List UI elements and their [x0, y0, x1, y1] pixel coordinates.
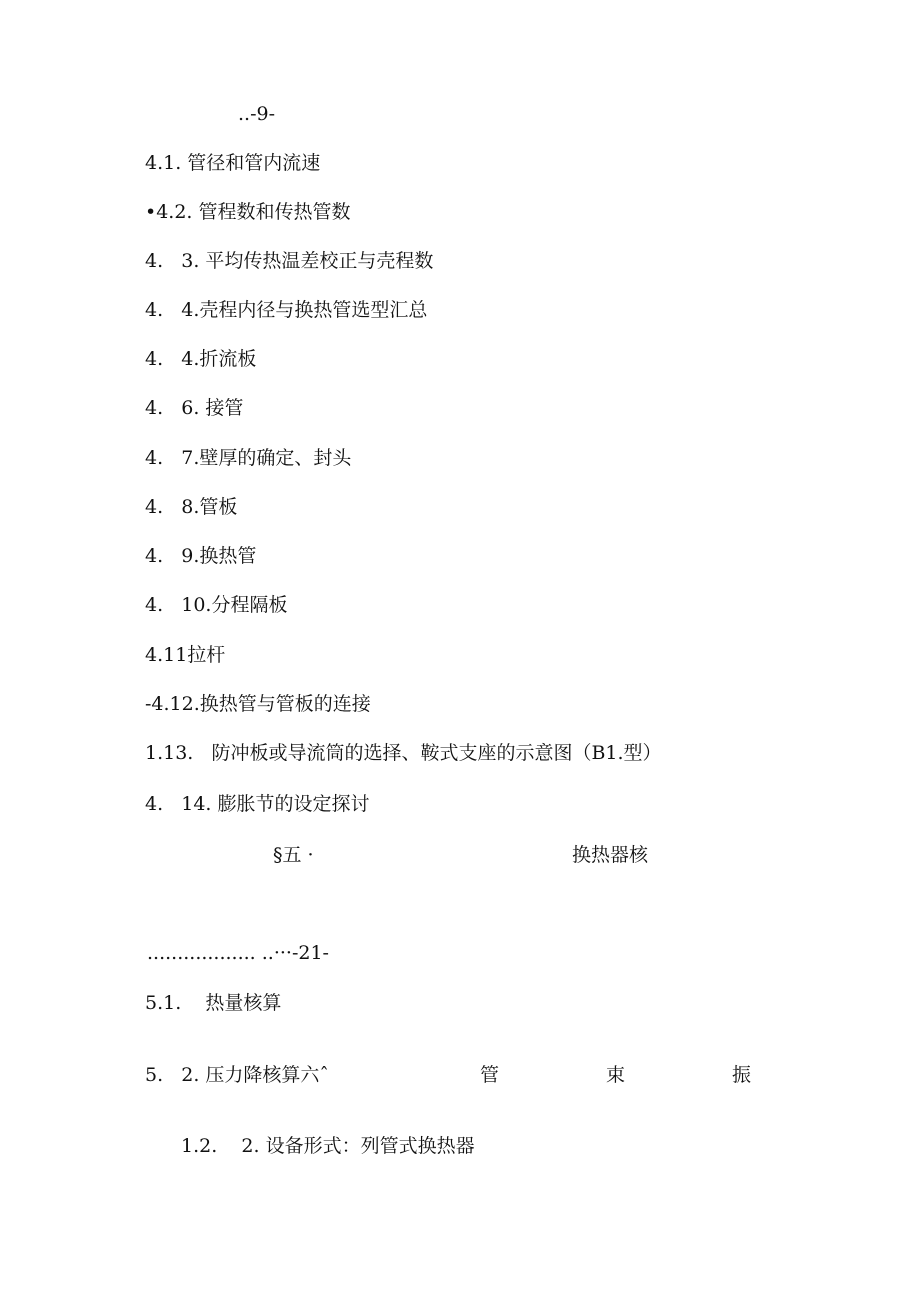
toc-line-5-1: 5.1. 热量核算	[145, 992, 282, 1014]
toc-line-4-12: -4.12.换热管与管板的连接	[145, 693, 371, 715]
toc-line-4-10: 4. 10.分程隔板	[145, 594, 288, 616]
toc-line-5-2: 5. 2. 压力降核算六ˆ	[145, 1064, 329, 1086]
toc-line-4-11: 4.11拉杆	[145, 644, 226, 666]
toc-line-4-1: 4.1. 管径和管内流速	[145, 152, 321, 174]
spaced-char-zhen: 振	[732, 1064, 752, 1086]
section-five-prefix: §五 ·	[273, 844, 314, 866]
page-reference-21: .................. ..···-21-	[147, 942, 329, 964]
line-equipment-form: 1.2. 2. 设备形式：列管式换热器	[181, 1135, 475, 1157]
section-five-title: 换热器核	[572, 844, 649, 866]
spaced-char-guan: 管	[480, 1064, 500, 1086]
toc-line-1-13: 1.13. 防冲板或导流筒的选择、鞍式支座的示意图（B1.型）	[145, 742, 662, 764]
toc-line-4-4a: 4. 4.壳程内径与换热管选型汇总	[145, 299, 428, 321]
toc-line-4-14: 4. 14. 膨胀节的设定探讨	[145, 793, 370, 815]
toc-line-4-8: 4. 8.管板	[145, 496, 238, 518]
spaced-char-shu: 束	[606, 1064, 626, 1086]
toc-line-4-3: 4. 3. 平均传热温差校正与壳程数	[145, 250, 434, 272]
toc-line-4-6: 4. 6. 接管	[145, 397, 244, 419]
toc-line-4-4b: 4. 4.折流板	[145, 348, 257, 370]
toc-line-4-7: 4. 7.壁厚的确定、封头	[145, 447, 352, 469]
page-number-9: ..-9-	[238, 103, 276, 125]
toc-line-4-2: •4.2. 管程数和传热管数	[145, 201, 351, 223]
toc-line-4-9: 4. 9.换热管	[145, 545, 257, 567]
